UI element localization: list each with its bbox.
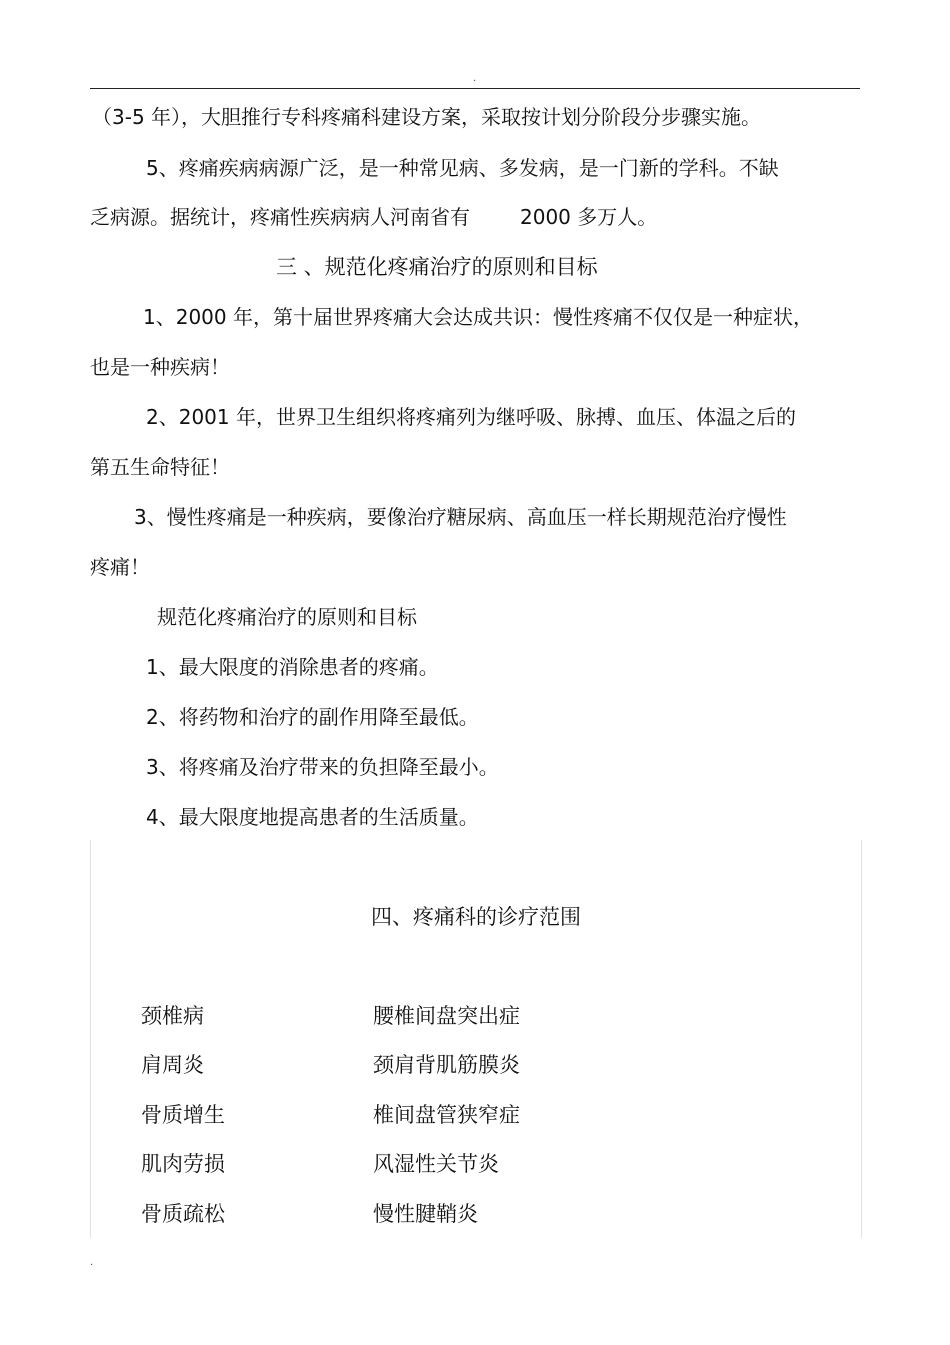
section-heading-4: 四、疼痛科的诊疗范围 [371, 905, 581, 929]
scope-right-item: 颈肩背肌筋膜炎 [373, 1053, 520, 1077]
goals-subheading: 规范化疼痛治疗的原则和目标 [157, 605, 417, 629]
header-rule [90, 88, 860, 89]
scope-left-item: 肌肉劳损 [141, 1152, 225, 1176]
principle-item-2: 2、2001 年，世界卫生组织将疼痛列为继呼吸、脉搏、血压、体温之后的 [146, 405, 796, 429]
paragraph-item-5-cont: 乏病源。据统计，疼痛性疾病病人河南省有 [90, 205, 470, 229]
scope-right-item: 椎间盘管狭窄症 [373, 1103, 520, 1127]
section-4-box [90, 840, 862, 1238]
section-heading-3: 三 、规范化疼痛治疗的原则和目标 [276, 255, 598, 279]
scope-left-item: 骨质增生 [141, 1103, 225, 1127]
page-bottom-marker: . [90, 1257, 94, 1268]
principle-item-3: 3、慢性疼痛是一种疾病，要像治疗糖尿病、高血压一样长期规范治疗慢性 [134, 505, 787, 529]
scope-left-item: 颈椎病 [141, 1004, 204, 1028]
page-top-marker: . [473, 73, 477, 84]
goal-item-2: 2、将药物和治疗的副作用降至最低。 [146, 705, 479, 729]
principle-item-1-cont: 也是一种疾病！ [90, 355, 230, 379]
scope-right-item: 风湿性关节炎 [373, 1152, 499, 1176]
scope-right-item: 慢性腱鞘炎 [373, 1202, 478, 1226]
paragraph-item-5: 5、疼痛疾病病源广泛，是一种常见病、多发病，是一门新的学科。不缺 [146, 156, 779, 180]
paragraph-continuation: （3-5 年），大胆推行专科疼痛科建设方案，采取按计划分阶段分步骤实施。 [92, 105, 762, 129]
scope-left-item: 骨质疏松 [141, 1202, 225, 1226]
goal-item-3: 3、将疼痛及治疗带来的负担降至最小。 [146, 755, 499, 779]
scope-right-item: 腰椎间盘突出症 [373, 1004, 520, 1028]
principle-item-2-cont: 第五生命特征！ [90, 455, 230, 479]
goal-item-4: 4、最大限度地提高患者的生活质量。 [146, 805, 479, 829]
principle-item-3-cont: 疼痛！ [90, 555, 150, 579]
principle-item-1: 1、2000 年，第十届世界疼痛大会达成共识：慢性疼痛不仅仅是一种症状， [143, 305, 813, 329]
paragraph-item-5-figure: 2000 多万人。 [520, 205, 658, 229]
scope-left-item: 肩周炎 [141, 1053, 204, 1077]
goal-item-1: 1、最大限度的消除患者的疼痛。 [146, 655, 439, 679]
